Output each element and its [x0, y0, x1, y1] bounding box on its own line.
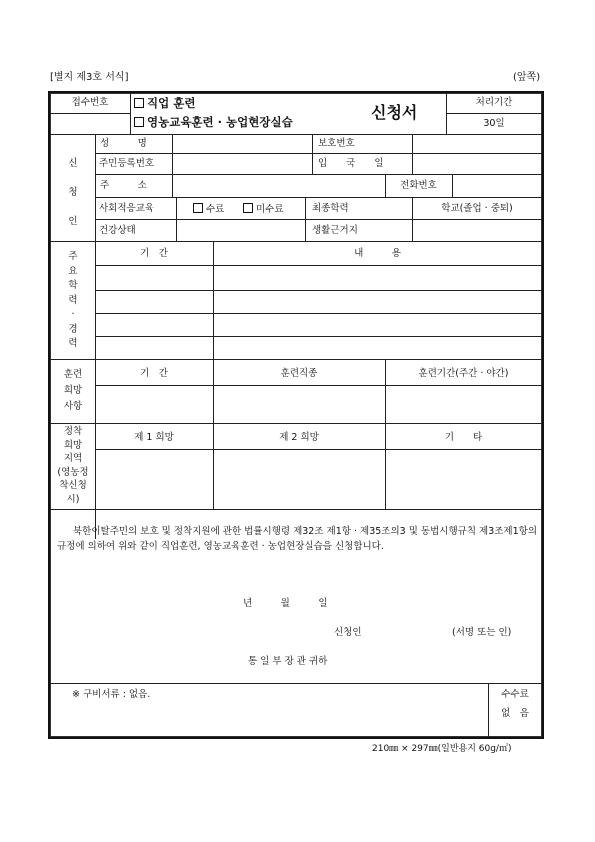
social-education-label: 사회적응교육 [99, 203, 155, 214]
resident-number-field[interactable] [173, 154, 311, 173]
resident-number-label: 주민등록번호 [99, 158, 155, 169]
processing-period-label: 처리기간 [475, 97, 513, 108]
second-choice-header: 제 2 희망 [279, 432, 319, 443]
required-documents-note: ※ 구비서류 : 없음. [72, 689, 151, 700]
name-field[interactable] [173, 135, 311, 152]
training-time-header: 훈련기간(주간 · 야간) [418, 368, 509, 379]
signature-seal-label: (서명 또는 인) [452, 627, 512, 638]
career-section-label: 주 요 학 력 · 경 력 [68, 251, 78, 349]
career-content-field[interactable] [214, 266, 541, 289]
settlement-section-label: 정착 희망 지역 (영농정 착신청 시) [57, 426, 89, 505]
training-period-header: 기 간 [140, 368, 168, 379]
paper-size-note: 210㎜ × 297㎜(일반용지 60g/㎡) [372, 744, 512, 754]
form-title: 신청서 [371, 103, 418, 122]
entry-date-field[interactable] [413, 154, 541, 173]
option-label: 수료 [206, 204, 225, 215]
checkbox-icon[interactable] [134, 98, 144, 108]
name-label: 성 명 [100, 138, 147, 149]
phone-field[interactable] [453, 175, 541, 196]
front-side-label: (앞쪽) [513, 72, 541, 83]
option-label: 직업 훈련 [147, 96, 196, 110]
livelihood-field[interactable] [413, 220, 541, 240]
training-period-field[interactable] [96, 386, 212, 422]
career-content-header: 내 용 [354, 248, 401, 259]
checkbox-icon[interactable] [193, 203, 203, 213]
career-period-header: 기 간 [140, 248, 168, 259]
training-type-header: 훈련직종 [280, 368, 318, 379]
option-vocational-training[interactable] [134, 97, 195, 110]
checkbox-icon[interactable] [243, 203, 253, 213]
health-field[interactable] [177, 220, 304, 240]
address-field[interactable] [173, 175, 384, 196]
other-choice-field[interactable] [386, 450, 541, 508]
health-label: 건강상태 [99, 225, 136, 236]
fee-label: 수수료 [501, 689, 529, 700]
date-line: 년 월 일 [243, 598, 328, 609]
protection-number-label: 보호번호 [318, 138, 355, 149]
processing-period-value: 30일 [483, 118, 505, 129]
form-number-label: [별지 제3호 서식] [50, 72, 129, 83]
applicant-signature-field[interactable] [372, 622, 446, 640]
training-section-label: 훈련 희망 사항 [63, 369, 83, 412]
final-education-label: 최종학력 [312, 203, 349, 214]
option-label: 미수료 [256, 204, 284, 215]
applicant-section-label: 신 청 인 [68, 158, 78, 227]
entry-date-label: 입 국 일 [318, 158, 384, 169]
training-type-field[interactable] [214, 386, 384, 422]
protection-number-field[interactable] [413, 135, 541, 152]
receipt-number-label: 접수번호 [71, 97, 109, 108]
first-choice-field[interactable] [96, 450, 212, 508]
fee-value: 없 음 [501, 708, 529, 719]
recipient-line: 통 일 부 장 관 귀하 [248, 656, 328, 667]
training-time-field[interactable] [386, 386, 541, 422]
application-statement: 북한이탈주민의 보호 및 정착지원에 관한 법률시행령 제32조 제1항 · 제35조의3 및 동법시행규칙 제3조제1항의 규정에 의하여 위와 같이 직업훈련, 영농교육훈련 · 농업현장실습을 신청합니다. [57, 526, 537, 552]
school-label: 학교(졸업 · 중퇴) [441, 203, 513, 214]
other-choice-header: 기 타 [444, 432, 483, 443]
checkbox-icon[interactable] [134, 117, 144, 127]
completed-option[interactable] [193, 203, 224, 215]
option-farming-training[interactable] [134, 116, 293, 129]
career-period-field[interactable] [96, 266, 212, 289]
first-choice-header: 제 1 희망 [134, 432, 174, 443]
option-label: 영농교육훈련 · 농업현장실습 [147, 115, 293, 129]
not-completed-option[interactable] [243, 203, 284, 215]
phone-label: 전화번호 [400, 180, 437, 191]
second-choice-field[interactable] [214, 450, 384, 508]
livelihood-label: 생활근거지 [312, 225, 358, 236]
address-label: 주 소 [100, 180, 147, 191]
applicant-signature-label: 신청인 [334, 627, 362, 638]
